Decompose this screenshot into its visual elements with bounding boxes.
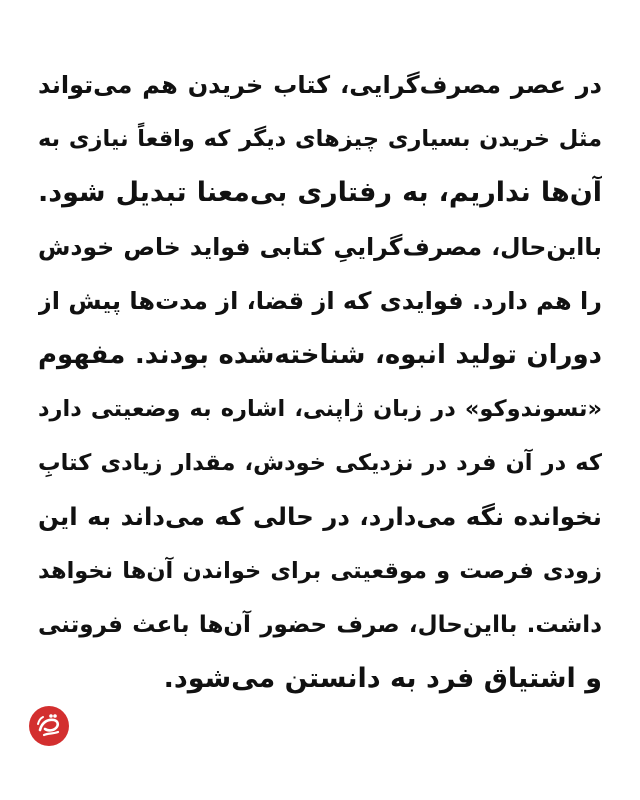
paragraph-line-7: «تسوندوکو» در زبان ژاپنی، اشاره به وضعیتی دارد — [38, 396, 602, 422]
paragraph — [38, 58, 602, 706]
paragraph-line-9: نخوانده نگه می‌دارد، در حالی که می‌داند به این — [38, 502, 602, 531]
publisher-logo-icon — [28, 705, 70, 747]
paragraph-line-4: بااین‌حال، مصرف‌گراییِ کتابی فواید خاص خودش — [38, 233, 602, 261]
paragraph-line-6: دوران تولید انبوه، شناخته‌شده بودند. مفهوم — [38, 340, 602, 370]
paragraph-line-3: آن‌ها نداریم، به رفتاری بی‌معنا تبدیل شود. — [38, 177, 602, 208]
paragraph-line-10: زودی فرصت و موقعیتی برای خواندن آن‌ها نخواهد — [38, 558, 602, 584]
paragraph-line-2: مثل خریدن بسیاری چیزهای دیگر که واقعاً نیازی به — [38, 126, 602, 152]
paragraph-line-1: در عصر مصرف‌گرایی، کتاب خریدن هم می‌تواند — [38, 71, 602, 99]
paragraph-line-11: داشت. بااین‌حال، صرف حضور آن‌ها باعث فروتنی — [38, 612, 602, 638]
paragraph-line-8: که در آن فرد در نزدیکی خودش، مقدار زیادی کتابِ — [38, 450, 602, 476]
paragraph-line-12: و اشتیاق فرد به دانستن می‌شود. — [163, 663, 602, 694]
paragraph-line-5: را هم دارد. فوایدی که از قضا، از مدت‌ها پیش از — [38, 287, 602, 315]
